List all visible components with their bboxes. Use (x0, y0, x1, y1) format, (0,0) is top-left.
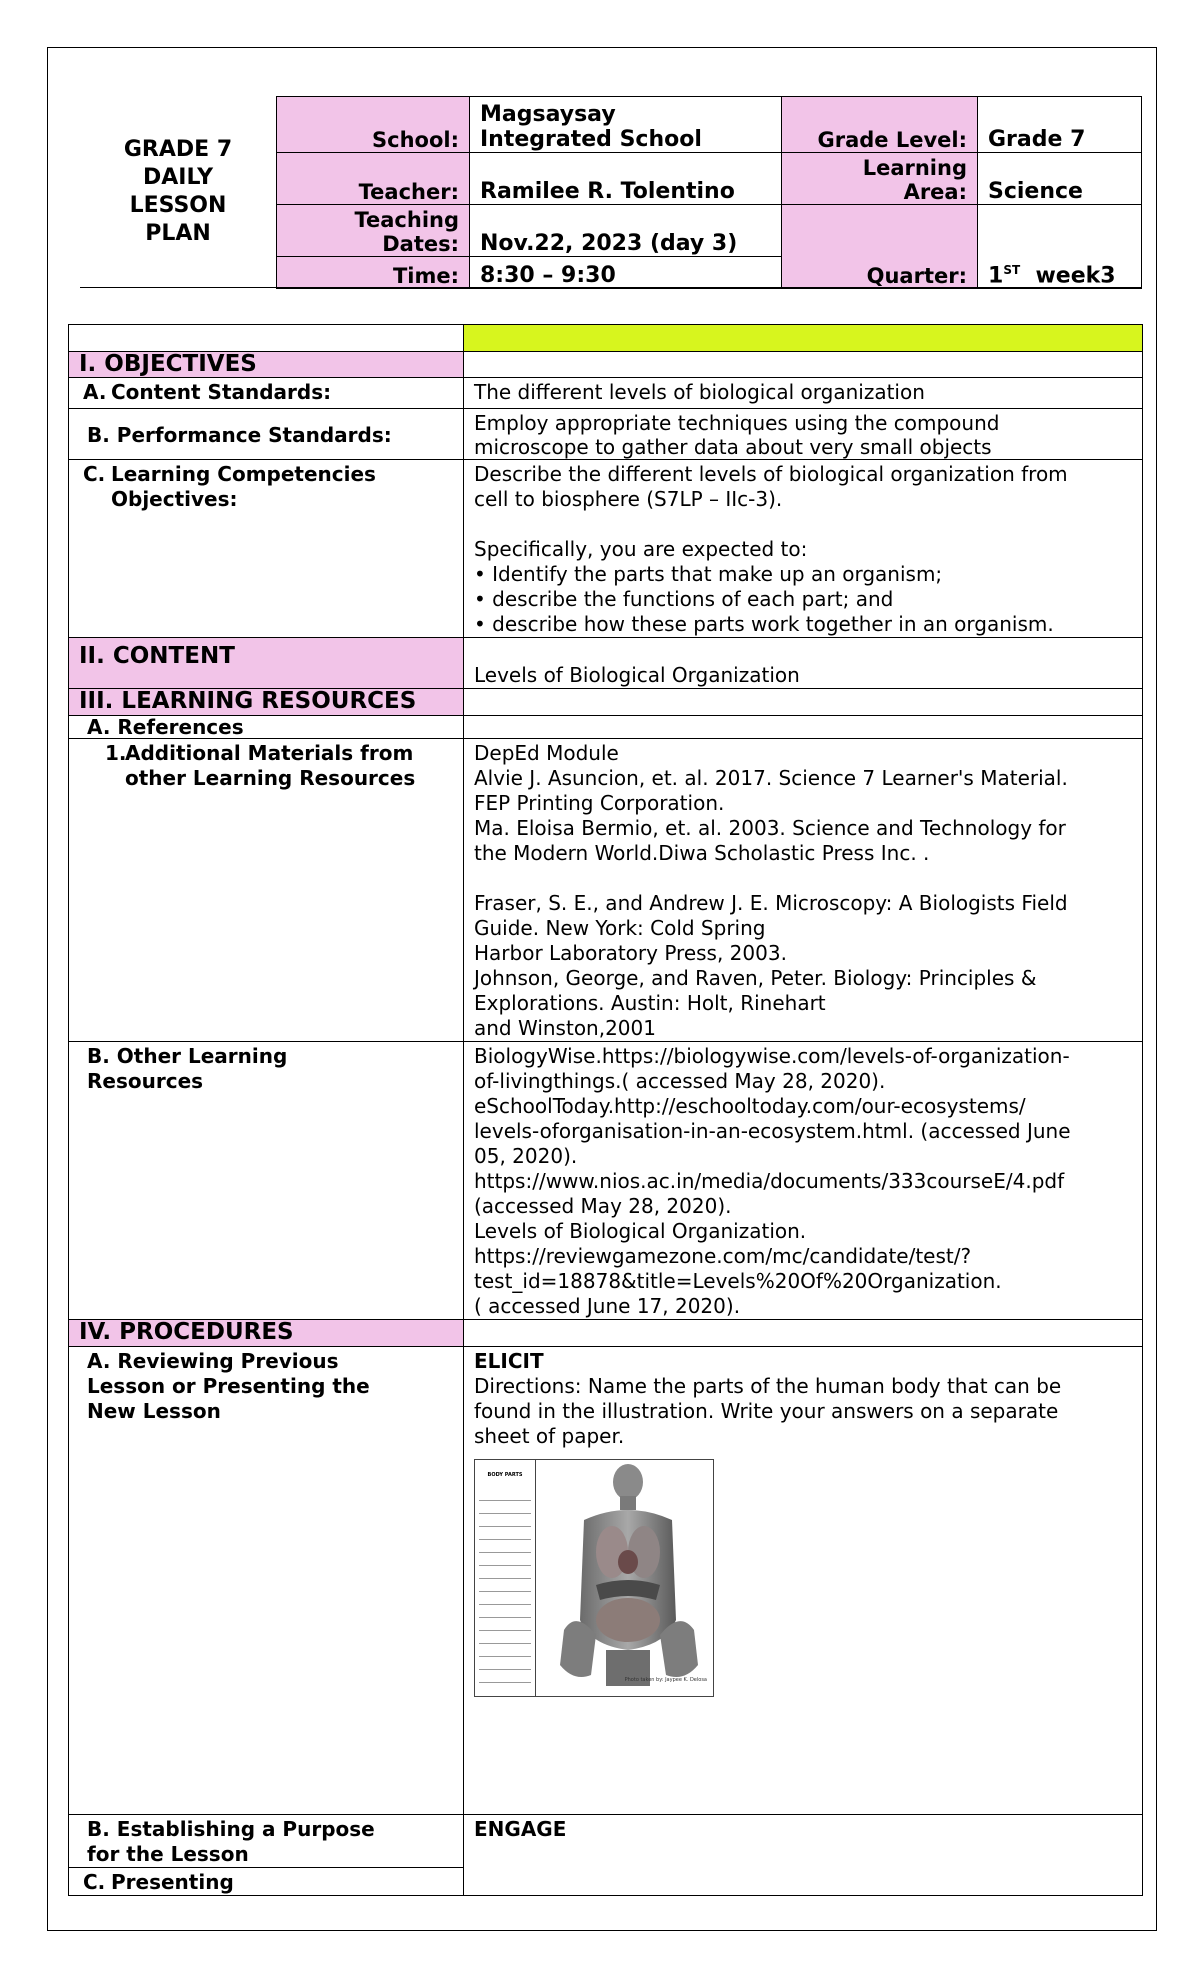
grade-level-label: Grade Level: (782, 97, 978, 153)
learning-area-value: Science (978, 153, 1142, 205)
competencies-value: Describe the different levels of biological organization from cell to biosphere (S7LP – IIc-3). Specifically, you are expected to: • Identify the parts that make up an organism; • describe the functions of each part; and • describe how these parts work together in an organism. (464, 460, 1143, 638)
document-title-text: GRADE 7 DAILY LESSON PLAN (123, 137, 233, 246)
purpose-label: B. Establishing a Purpose for the Lesson (69, 1815, 464, 1868)
presenting-text: Presenting (111, 1870, 234, 1894)
performance-standards-value: Employ appropriate techniques using the compound microscope to gather data about very small objects (464, 409, 1143, 460)
learning-resources-heading: III. LEARNING RESOURCES (69, 689, 464, 716)
presenting-label (69, 1868, 464, 1896)
quarter-week: week3 (1020, 263, 1116, 288)
body-parts-sheet-title: BODY PARTS (487, 1472, 523, 1478)
competencies-letter: C. (83, 462, 106, 486)
teaching-dates-label: Teaching Dates: (277, 205, 470, 257)
references-value-cell (464, 716, 1143, 739)
quarter-number: 1 (988, 263, 1004, 288)
school-value: Magsaysay Integrated School (470, 97, 782, 153)
learning-resources-value-cell (464, 689, 1143, 716)
elicit-title: ELICIT (474, 1349, 544, 1373)
elicit-directions: Directions: Name the parts of the human body that can be found in the illustration. Write your answers on a separate sheet of paper. (474, 1374, 1062, 1448)
quarter-value (978, 205, 1142, 289)
other-resources-value: BiologyWise.https://biologywise.com/levels-of-organization- of-livingthings.( accessed May 28, 2020). eSchoolToday.http://eschooltoday.com/our-ecosystems/ levels-oforganisation-in-an-ecosystem.html. (accessed June 05, 2020). https://www.nios.ac.in/media/documents/333courseE/4.pdf (accessed May 28, 2020). Levels of Biological Organization. https://reviewgamezone.com/mc/candidate/test/? test_id=18878&title=Levels%20Of%20Organization. ( accessed June 17, 2020). (464, 1042, 1143, 1320)
document-title (80, 96, 276, 288)
photo-credit: Photo taken by: Jaypee K. Delosa (624, 1677, 707, 1683)
content-heading: II. CONTENT (69, 638, 464, 689)
school-label: School: (277, 97, 470, 153)
content-standards-text: Content Standards: (111, 380, 332, 404)
additional-materials-label (69, 739, 464, 1042)
performance-standards-label: B. Performance Standards: (69, 409, 464, 460)
elicit-cell (464, 1347, 1143, 1815)
body-parts-figure (474, 1459, 1132, 1697)
reviewing-label: A. Reviewing Previous Lesson or Presenting the New Lesson (69, 1347, 464, 1815)
objectives-heading: I. OBJECTIVES (69, 352, 464, 378)
additional-materials-text: Additional Materials from other Learning Resources (125, 741, 416, 790)
torso-illustration (536, 1460, 712, 1696)
quarter-ordinal: ST (1003, 262, 1021, 277)
teacher-label: Teacher: (277, 153, 470, 205)
additional-materials-number: 1. (105, 741, 127, 765)
lesson-table (68, 324, 1143, 1896)
teaching-dates-value: Nov.22, 2023 (day 3) (470, 205, 782, 257)
anatomy-model-image (536, 1459, 714, 1697)
procedures-heading: IV. PROCEDURES (69, 1320, 464, 1347)
engage-title: ENGAGE (464, 1815, 1143, 1896)
presenting-letter: C. (83, 1870, 106, 1894)
content-standards-label (69, 378, 464, 409)
references-label: A. References (69, 716, 464, 739)
header-table (276, 96, 1142, 289)
teacher-value: Ramilee R. Tolentino (470, 153, 782, 205)
highlight-cell (464, 325, 1143, 352)
grade-level-value: Grade 7 (978, 97, 1142, 153)
additional-materials-value: DepEd Module Alvie J. Asuncion, et. al. 2017. Science 7 Learner's Material. FEP Printing Corporation. Ma. Eloisa Bermio, et. al. 2003. Science and Technology for the Modern World.Diwa Scholastic Press Inc. . Fraser, S. E., and Andrew J. E. Microscopy: A Biologists Field Guide. New York: Cold Spring Harbor Laboratory Press, 2003. Johnson, George, and Raven, Peter. Biology: Principles & Explorations. Austin: Holt, Rinehart and Winston,2001 (464, 739, 1143, 1042)
learning-area-label: Learning Area: (782, 153, 978, 205)
competencies-text: Learning Competencies Objectives: (111, 462, 376, 511)
competencies-label (69, 460, 464, 638)
procedures-value-cell (464, 1320, 1143, 1347)
time-value: 8:30 – 9:30 (470, 257, 782, 289)
header-underline (80, 287, 1142, 288)
body-parts-sheet (474, 1459, 536, 1697)
time-label: Time: (277, 257, 470, 289)
other-resources-label: B. Other Learning Resources (69, 1042, 464, 1320)
content-standards-value: The different levels of biological organization (464, 378, 1143, 409)
objectives-value-cell (464, 352, 1143, 378)
quarter-label: Quarter: (782, 205, 978, 289)
blank-cell (69, 325, 464, 352)
content-value: Levels of Biological Organization (464, 638, 1143, 689)
content-standards-letter: A. (83, 380, 107, 404)
